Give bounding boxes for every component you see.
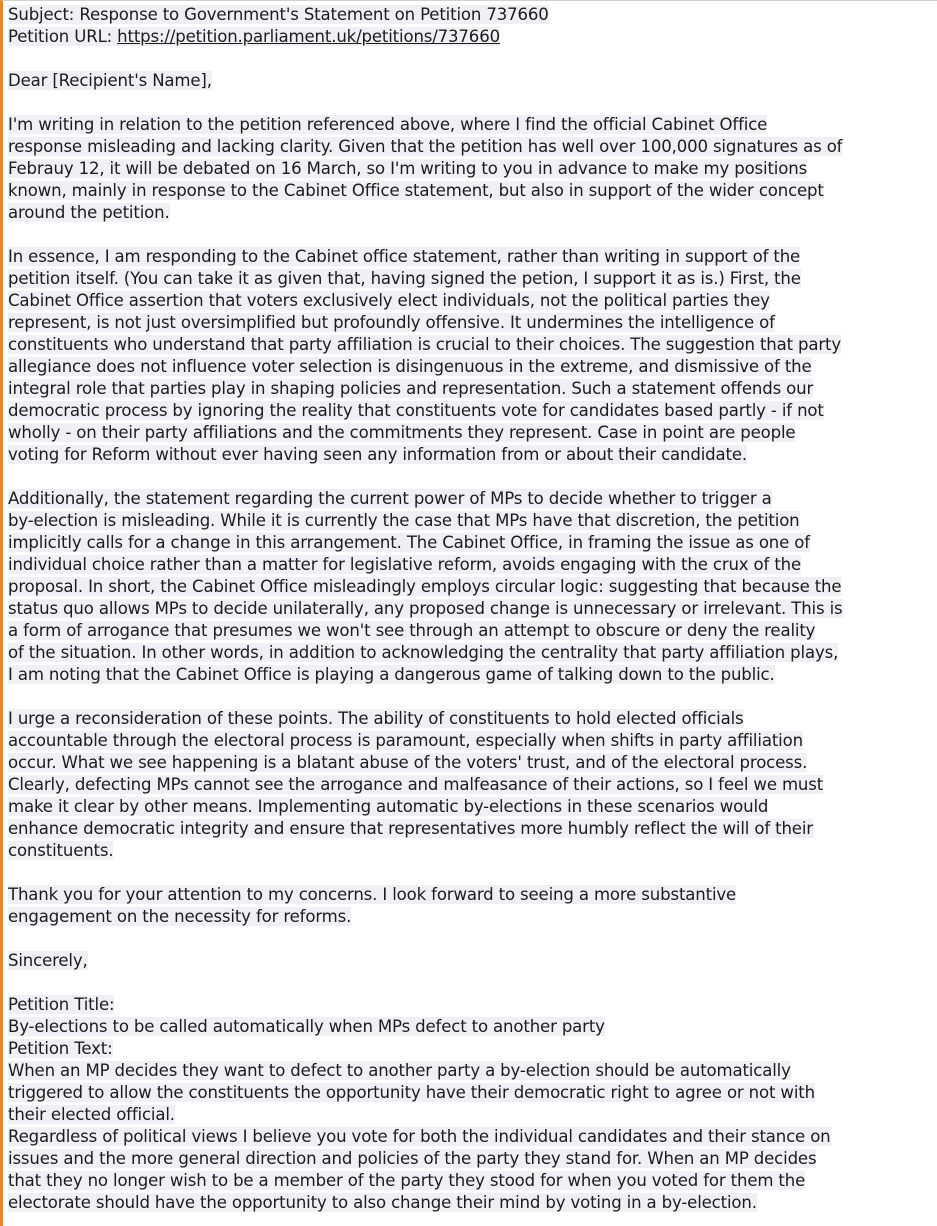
text-line: democratic process by ignoring the reality that constituents vote for candidates based partly - if not bbox=[8, 401, 824, 420]
petition-title: By-elections to be called automatically when MPs defect to another party bbox=[8, 1017, 605, 1036]
petition-text-line: that they no longer wish to be a member of the party they stood for when you voted for them the bbox=[8, 1171, 806, 1190]
petition-text-line: their elected official. bbox=[8, 1105, 175, 1124]
petition-details bbox=[8, 994, 937, 1214]
text-line: of the situation. In other words, in addition to acknowledging the centrality that party affiliation plays, bbox=[8, 643, 839, 662]
petition-text-line: electorate should have the opportunity to also change their mind by voting in a by-election. bbox=[8, 1193, 757, 1212]
text-line: constituents. bbox=[8, 841, 114, 860]
text-line: enhance democratic integrity and ensure that representatives more humbly reflect the will of their bbox=[8, 819, 813, 838]
text-line: Additionally, the statement regarding the current power of MPs to decide whether to trigger a bbox=[8, 489, 772, 508]
text-line: proposal. In short, the Cabinet Office misleadingly employs circular logic: suggesting that because the bbox=[8, 577, 842, 596]
petition-url-label: Petition URL: bbox=[8, 27, 118, 46]
petition-text-line: triggered to allow the constituents the opportunity have their democratic right to agree or not with bbox=[8, 1083, 815, 1102]
text-line: known, mainly in response to the Cabinet Office statement, but also in support of the wider concept bbox=[8, 181, 824, 200]
spacer bbox=[8, 224, 937, 246]
text-line: I'm writing in relation to the petition referenced above, where I find the official Cabinet Office bbox=[8, 115, 768, 134]
text-line: Thank you for your attention to my concerns. I look forward to seeing a more substantive bbox=[8, 885, 737, 904]
text-line: constituents who understand that party affiliation is crucial to their choices. The suggestion that party bbox=[8, 335, 842, 354]
paragraph-essence bbox=[8, 246, 937, 466]
petition-url-line bbox=[8, 26, 937, 48]
petition-url-link[interactable]: https://petition.parliament.uk/petitions/737660 bbox=[117, 27, 500, 46]
text-line: engagement on the necessity for reforms. bbox=[8, 907, 352, 926]
text-line: around the petition. bbox=[8, 203, 170, 222]
spacer bbox=[8, 862, 937, 884]
paragraph-additionally bbox=[8, 488, 937, 686]
paragraph-thanks bbox=[8, 884, 937, 928]
spacer bbox=[8, 686, 937, 708]
petition-text-label: Petition Text: bbox=[8, 1039, 113, 1058]
spacer bbox=[8, 92, 937, 114]
petition-title-label: Petition Title: bbox=[8, 995, 115, 1014]
spacer bbox=[8, 928, 937, 950]
text-line: Febrauy 12, it will be debated on 16 March, so I'm writing to you in advance to make my positions bbox=[8, 159, 808, 178]
text-line: accountable through the electoral process is paramount, especially when shifts in party affiliation bbox=[8, 731, 803, 750]
spacer bbox=[8, 972, 937, 994]
paragraph-intro bbox=[8, 114, 937, 224]
petition-text-line: Regardless of political views I believe you vote for both the individual candidates and their stance on bbox=[8, 1127, 831, 1146]
signoff: Sincerely, bbox=[8, 951, 88, 970]
text-line: Clearly, defecting MPs cannot see the arrogance and malfeasance of their actions, so I feel we must bbox=[8, 775, 824, 794]
text-line: represent, is not just oversimplified but profoundly offensive. It undermines the intelligence of bbox=[8, 313, 775, 332]
text-line: status quo allows MPs to decide unilaterally, any proposed change is unnecessary or irrelevant. This is bbox=[8, 599, 843, 618]
text-line: integral role that parties play in shaping policies and representation. Such a statement offends our bbox=[8, 379, 814, 398]
subject-line: Subject: Response to Government's Statement on Petition 737660 bbox=[8, 5, 549, 24]
paragraph-urge bbox=[8, 708, 937, 862]
text-line: implicitly calls for a change in this arrangement. The Cabinet Office, in framing the issue as one of bbox=[8, 533, 810, 552]
petition-text-line: When an MP decides they want to defect to another party a by-election should be automatically bbox=[8, 1061, 791, 1080]
text-line: occur. What we see happening is a blatant abuse of the voters' trust, and of the electoral process. bbox=[8, 753, 808, 772]
text-line: Cabinet Office assertion that voters exclusively elect individuals, not the political parties they bbox=[8, 291, 770, 310]
text-line: voting for Reform without ever having seen any information from or about their candidate. bbox=[8, 445, 747, 464]
text-line: make it clear by other means. Implementing automatic by-elections in these scenarios would bbox=[8, 797, 769, 816]
spacer bbox=[8, 466, 937, 488]
text-line: I urge a reconsideration of these points. The ability of constituents to hold elected officials bbox=[8, 709, 744, 728]
text-line: I am noting that the Cabinet Office is playing a dangerous game of talking down to the public. bbox=[8, 665, 775, 684]
text-line: individual choice rather than a matter for legislative reform, avoids engaging with the crux of the bbox=[8, 555, 802, 574]
text-line: In essence, I am responding to the Cabinet office statement, rather than writing in support of the bbox=[8, 247, 801, 266]
text-line: wholly - on their party affiliations and the commitments they represent. Case in point are people bbox=[8, 423, 796, 442]
spacer bbox=[8, 48, 937, 70]
text-line: by-election is misleading. While it is currently the case that MPs have that discretion, the petition bbox=[8, 511, 800, 530]
petition-text-line: issues and the more general direction and policies of the party they stand for. When an MP decides bbox=[8, 1149, 817, 1168]
text-line: petition itself. (You can take it as given that, having signed the petion, I support it as is.) First, the bbox=[8, 269, 801, 288]
text-line: response misleading and lacking clarity. Given that the petition has well over 100,000 signatures as of bbox=[8, 137, 843, 156]
text-line: a form of arrogance that presumes we won't see through an attempt to obscure or deny the reality bbox=[8, 621, 816, 640]
email-document bbox=[3, 1, 937, 1214]
text-line: allegiance does not influence voter selection is disingenuous in the extreme, and dismissive of the bbox=[8, 357, 812, 376]
greeting: Dear [Recipient's Name], bbox=[8, 71, 212, 90]
